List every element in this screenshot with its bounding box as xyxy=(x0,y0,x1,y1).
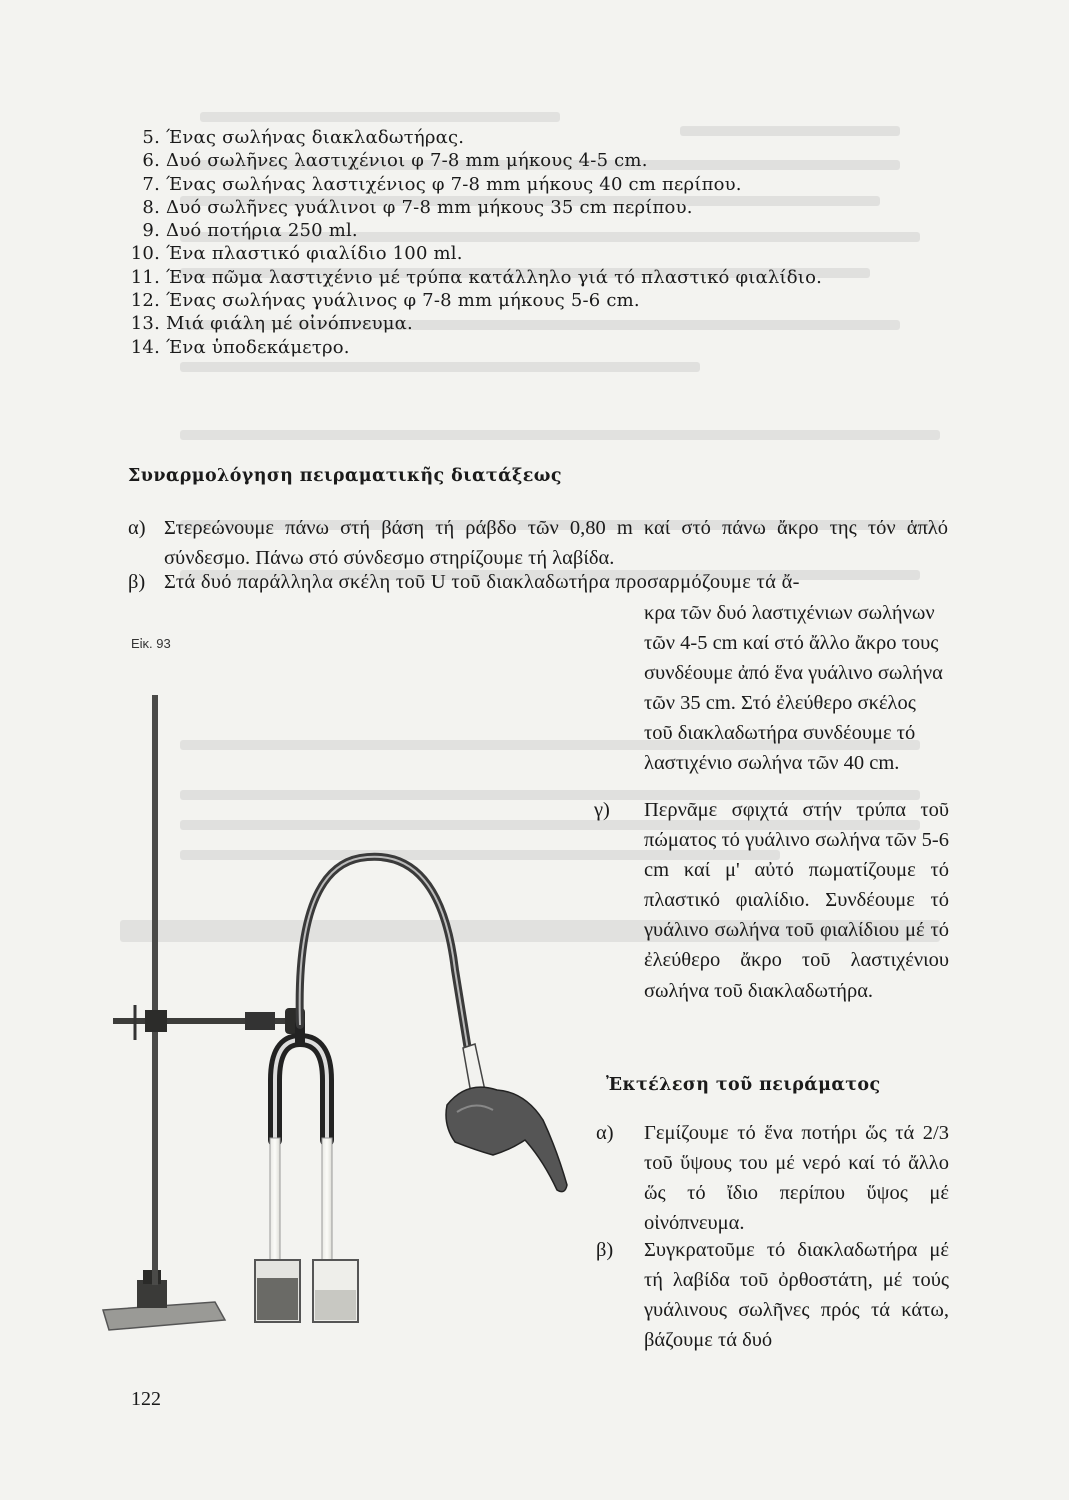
list-item: 11. Ένα πῶμα λαστιχένιο μέ τρύπα κατάλληλο γιά τό πλαστικό φιαλίδιο. xyxy=(130,266,823,288)
step-label: γ) xyxy=(594,799,610,821)
list-item: 7. Ένας σωλήνας λαστιχένιος φ 7-8 mm μήκους 40 cm περίπου. xyxy=(142,173,742,195)
assembly-step-b-first-line xyxy=(128,567,958,597)
execution-step-a xyxy=(596,1118,949,1238)
figure-caption: Εἰκ. 93 xyxy=(131,636,171,651)
step-text: Στά δυό παράλληλα σκέλη τοῦ U τοῦ διακλαδωτήρα προσαρμόζουμε τά ἄ- xyxy=(164,571,800,593)
rubber-tube xyxy=(300,857,468,1050)
list-item: 5. Ένας σωλήνας διακλαδωτήρας. xyxy=(142,127,465,148)
step-label: α) xyxy=(596,1122,614,1144)
step-text: Συγκρατοῦμε τό διακλαδωτήρα μέ τή λαβίδα τοῦ ὀρθοστάτη, μέ τούς γυάλινους σωλῆνες πρός τά κάτω, βάζουμε τά δυό xyxy=(644,1239,949,1352)
materials-list xyxy=(128,126,822,359)
list-item: 8. Δυό σωλῆνες γυάλινοι φ 7-8 mm μήκους 35 cm περίπου. xyxy=(142,196,693,218)
clamp-arm xyxy=(113,1005,305,1040)
apparatus-photo xyxy=(95,680,615,1340)
step-text: Περνᾶμε σφιχτά στήν τρύπα τοῦ πώματος τό γυάλινο σωλήνα τῶν 5-6 cm καί μ' αὐτό πωματίζουμε τό πλαστικό φιαλίδιο. Συνδέουμε τό γυάλινο σωλήνα τοῦ φιαλίδιου μέ τό ἐλεύθερο ἄκρο τοῦ λαστιχένιου σωλήνα τοῦ διακλαδωτήρα. xyxy=(644,799,949,1002)
branch-tube xyxy=(275,1025,327,1140)
list-item: 14. Ένα ὑποδεκάμετρο. xyxy=(130,336,350,358)
step-text: Γεμίζουμε τό ἕνα ποτήρι ὥς τά 2/3 τοῦ ὕψους του μέ νερό καί τό ἄλλο ὥς τό ἴδιο περίπου ὕψος μέ οἰνόπνευμα. xyxy=(644,1122,949,1235)
list-item: 13. Μιά φιάλη μέ οἰνόπνευμα. xyxy=(130,313,413,335)
assembly-step-b-continued xyxy=(644,598,949,779)
assembly-step-a xyxy=(128,513,948,573)
assembly-step-g xyxy=(594,795,949,1006)
list-item: 12. Ένας σωλήνας γυάλινος φ 7-8 mm μήκους 5-6 cm. xyxy=(130,290,640,312)
step-text: Στερεώνουμε πάνω στή βάση τή ράβδο τῶν 0,80 m καί στό πάνω ἄκρο της τόν ἁπλό σύνδεσμο. Πάνω στό σύνδεσμο στηρίζουμε τή λαβίδα. xyxy=(164,517,948,569)
list-item: 10. Ένα πλαστικό φιαλίδιο 100 ml. xyxy=(130,243,463,265)
hand xyxy=(446,1087,567,1192)
list-item: 9. Δυό ποτήρια 250 ml. xyxy=(142,220,358,242)
step-label: α) xyxy=(128,517,146,539)
beaker-water xyxy=(255,1260,300,1322)
step-label: β) xyxy=(128,571,146,593)
page-number: 122 xyxy=(131,1388,161,1410)
execution-heading: Ἐκτέλεση τοῦ πειράματος xyxy=(606,1075,881,1095)
step-label: β) xyxy=(596,1239,614,1261)
stand-rod xyxy=(152,695,158,1285)
execution-step-b xyxy=(596,1235,949,1355)
stand-base xyxy=(103,1270,225,1330)
beaker-alcohol xyxy=(313,1260,358,1322)
list-item: 6. Δυό σωλῆνες λαστιχένιοι φ 7-8 mm μήκους 4-5 cm. xyxy=(142,150,648,172)
assembly-heading: Συναρμολόγηση πειραματικῆς διατάξεως xyxy=(128,466,562,486)
step-text: κρα τῶν δυό λαστιχένιων σωλήνων τῶν 4-5 cm καί στό ἄλλο ἄκρο τους συνδέουμε ἀπό ἕνα γυάλινο σωλήνα τῶν 35 cm. Στό ἐλεύθερο σκέλος τοῦ διακλαδωτήρα συνδέουμε τό λαστιχένιο σωλήνα τῶν 40 cm. xyxy=(644,602,943,775)
